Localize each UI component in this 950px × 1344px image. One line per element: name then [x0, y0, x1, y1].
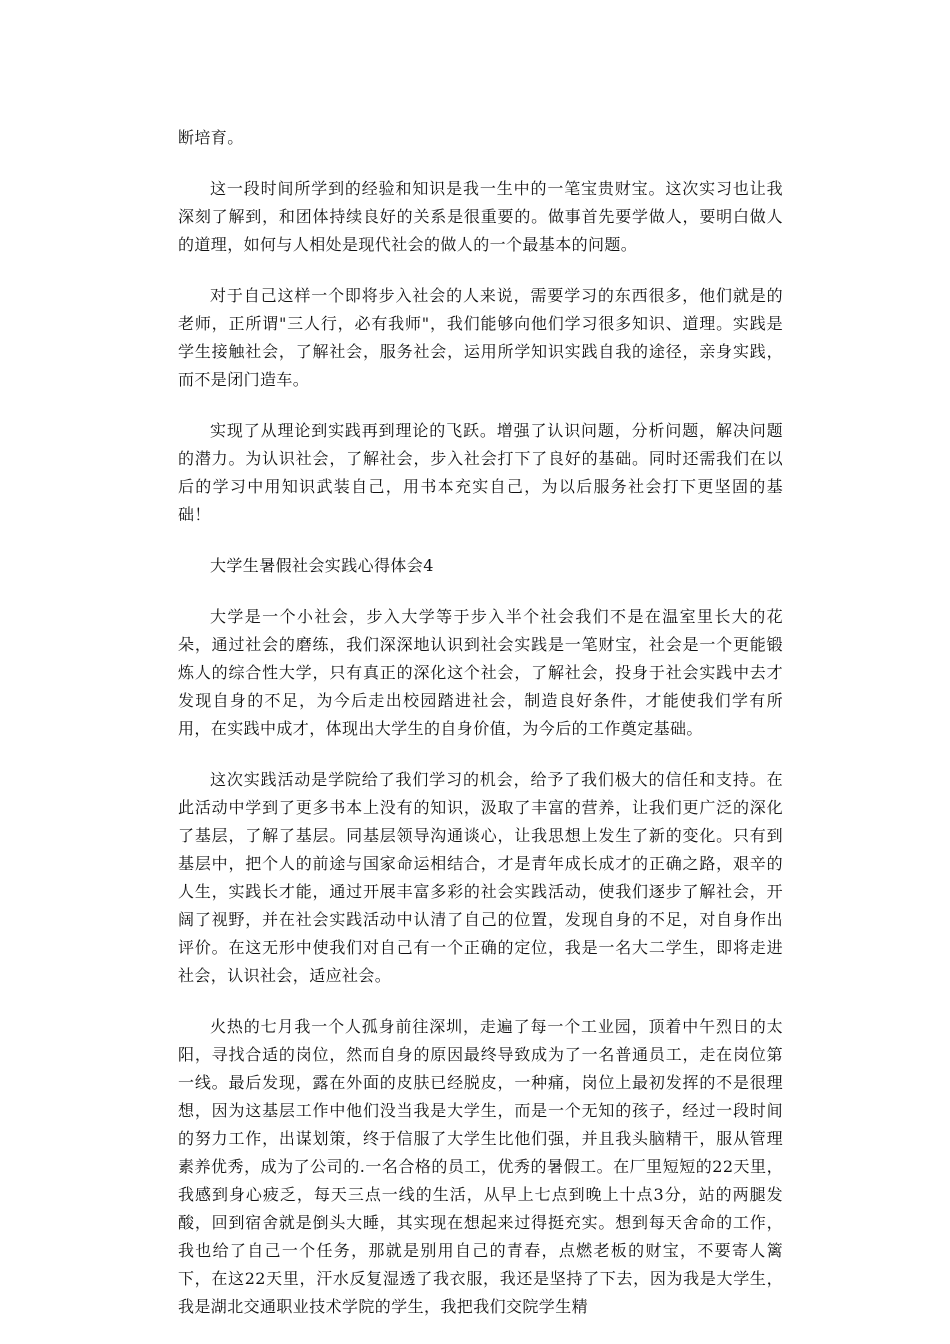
- paragraph: 实现了从理论到实践再到理论的飞跃。增强了认识问题，分析问题，解决问题的潜力。为认识社会，了解社会，步入社会打下了良好的基础。同时还需我们在以后的学习中用知识武装自己，用书本充实自己，为以后服务社会打下更坚固的基础！: [178, 421, 783, 524]
- paragraph: 这次实践活动是学院给了我们学习的机会，给予了我们极大的信任和支持。在此活动中学到了更多书本上没有的知识，汲取了丰富的营养，让我们更广泛的深化了基层，了解了基层。同基层领导沟通谈心，让我思想上发生了新的变化。只有到基层中，把个人的前途与国家命运相结合，才是青年成长成才的正确之路，艰辛的人生，实践长才能，通过开展丰富多彩的社会实践活动，使我们逐步了解社会，开阔了视野，并在社会实践活动中认清了自己的位置，发现自身的不足，对自身作出评价。在这无形中使我们对自己有一个正确的定位，我是一名大二学生，即将走进社会，认识社会，适应社会。: [178, 770, 783, 985]
- paragraph: 这一段时间所学到的经验和知识是我一生中的一笔宝贵财宝。这次实习也让我深刻了解到，和团体持续良好的关系是很重要的。做事首先要学做人，要明白做人的道理，如何与人相处是现代社会的做人的一个最基本的问题。: [178, 179, 783, 254]
- paragraph: 火热的七月我一个人孤身前往深圳，走遍了每一个工业园，顶着中午烈日的太阳，寻找合适的岗位，然而自身的原因最终导致成为了一名普通员工，走在岗位第一线。最后发现，露在外面的皮肤已经脱皮，一种痛，岗位上最初发挥的不是很理想，因为这基层工作中他们没当我是大学生，而是一个无知的孩子，经过一段时间的努力工作，出谋划策，终于信服了大学生比他们强，并且我头脑精干，服从管理素养优秀，成为了公司的.一名合格的员工，优秀的暑假工。在厂里短短的22天里，我感到身心疲乏，每天三点一线的生活，从早上七点到晚上十点3分，站的两腿发酸，回到宿舍就是倒头大睡，其实现在想起来过得挺充实。想到每天舍命的工作，我也给了自己一个任务，那就是别用自己的青春，点燃老板的财宝，不要寄人篱下，在这22天里，汗水反复湿透了我衣服，我还是坚持了下去，因为我是大学生，我是湖北交通职业技术学院的学生，我把我们交院学生精: [178, 1017, 783, 1316]
- document-body: [178, 124, 783, 1344]
- section-heading: 大学生暑假社会实践心得体会4: [210, 556, 434, 575]
- paragraph: 对于自己这样一个即将步入社会的人来说，需要学习的东西很多，他们就是的老师，正所谓"三人行，必有我师"，我们能够向他们学习很多知识、道理。实践是学生接触社会，了解社会，服务社会，运用所学知识实践自我的途径，亲身实践，而不是闭门造车。: [178, 286, 783, 389]
- paragraph: 大学是一个小社会，步入大学等于步入半个社会我们不是在温室里长大的花朵，通过社会的磨练，我们深深地认识到社会实践是一笔财宝，社会是一个更能锻炼人的综合性大学，只有真正的深化这个社会，了解社会，投身于社会实践中去才发现自身的不足，为今后走出校园踏进社会，制造良好条件，才能使我们学有所用，在实践中成才，体现出大学生的自身价值，为今后的工作奠定基础。: [178, 607, 783, 738]
- paragraph-continuation: 断培育。: [178, 128, 244, 147]
